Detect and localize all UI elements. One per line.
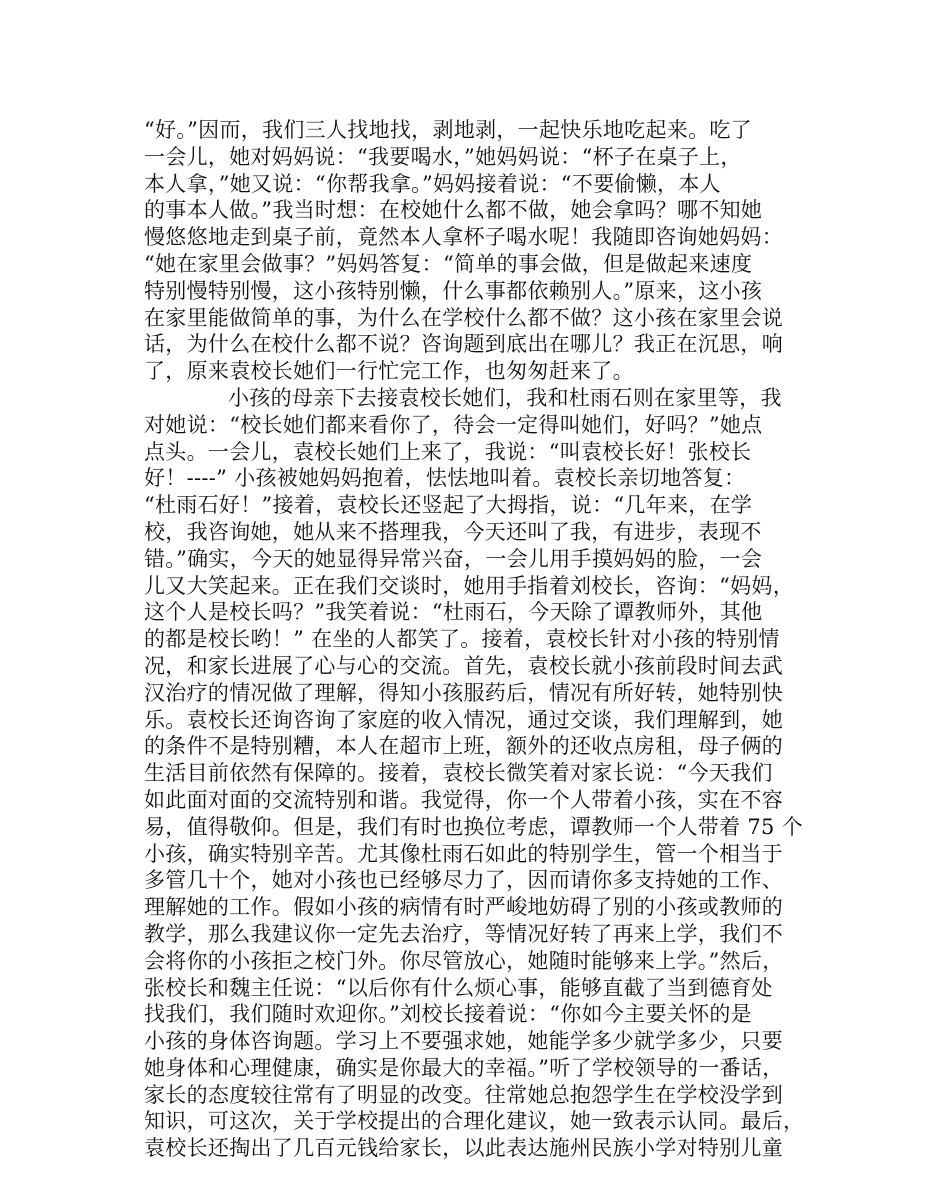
text-line: 校，我咨询她，她从来不搭理我，今天还叫了我，有进步，表现不 bbox=[144, 519, 762, 544]
text-line: 理解她的工作。假如小孩的病情有时严峻地妨碍了别的小孩或教师的 bbox=[144, 895, 783, 920]
text-line: 教学，那么我建议你一定先去治疗，等情况好转了再来上学，我们不 bbox=[144, 921, 783, 946]
text-line: 张校长和魏主任说：“以后你有什么烦心事，能够直截了当到德育处 bbox=[144, 975, 773, 1000]
text-line: 的条件不是特别糟，本人在超市上班，额外的还收点房租，母子俩的 bbox=[144, 734, 783, 759]
text-line: 特别慢特别慢，这小孩特别懒，什么事都依赖别人。”原来，这小孩 bbox=[144, 278, 763, 303]
text-line: “好。”因而，我们三人找地找，剥地剥，一起快乐地吃起来。吃了 bbox=[144, 118, 752, 142]
text-line: “杜雨石好！”接着，袁校长还竖起了大拇指，说：“几年来，在学 bbox=[144, 493, 753, 518]
text-line: 话，为什么在校什么都不说？咨询题到底出在哪儿？我正在沉思，响 bbox=[144, 332, 783, 357]
text-line: 知识，可这次，关于学校提出的合理化建议，她一致表示认同。最后， bbox=[144, 1109, 805, 1134]
text-line: “她在家里会做事？”妈妈答复：“简单的事会做，但是做起来速度 bbox=[144, 251, 753, 276]
text-line: 多管几十个，她对小孩也已经够尽力了，因而请你多支持她的工作、 bbox=[144, 868, 783, 893]
text-line: 小孩，确实特别辛苦。尤其像杜雨石如此的特别学生，管一个相当于 bbox=[144, 841, 783, 866]
text-line: 本人拿，”她又说：“你帮我拿。”妈妈接着说：“不要偷懒，本人 bbox=[144, 171, 721, 196]
text-line: 好！----” 小孩被她妈妈抱着，怯怯地叫着。袁校长亲切地答复： bbox=[144, 466, 746, 491]
text-line: 的事本人做。”我当时想：在校她什么都不做，她会拿吗？哪不知她 bbox=[144, 198, 763, 223]
text-line: 小孩的身体咨询题。学习上不要强求她，她能学多少就学多少，只要 bbox=[144, 1029, 783, 1054]
text-line: 生活目前依然有保障的。接着，袁校长微笑着对家长说：“今天我们 bbox=[144, 761, 773, 786]
text-line: 一会儿，她对妈妈说：“我要喝水，”她妈妈说：“杯子在桌子上， bbox=[144, 144, 742, 169]
text-line: 会将你的小孩拒之校门外。你尽管放心，她随时能够来上学。”然后， bbox=[144, 948, 784, 973]
text-line: 易，值得敬仰。但是，我们有时也换位考虑，谭教师一个人带着 75 个 bbox=[144, 814, 803, 839]
text-line: 儿又大笑起来。正在我们交谈时，她用手指着刘校长，咨询：“妈妈， bbox=[144, 573, 795, 598]
text-line: 点头。一会儿，袁校长她们上来了，我说：“叫袁校长好！张校长 bbox=[144, 439, 752, 464]
text-line: 对她说：“校长她们都来看你了，待会一定得叫她们，好吗？”她点 bbox=[144, 412, 763, 437]
text-line: 的都是校长哟！” 在坐的人都笑了。接着，袁校长针对小孩的特别情 bbox=[144, 627, 780, 652]
text-line: 家长的态度较往常有了明显的改变。往常她总抱怨学生在学校没学到 bbox=[144, 1082, 783, 1107]
text-line: 袁校长还掏出了几百元钱给家长，以此表达施州民族小学对特别儿童 bbox=[144, 1136, 783, 1161]
text-line: 慢悠悠地走到桌子前，竟然本人拿杯子喝水呢！我随即咨询她妈妈： bbox=[144, 225, 783, 250]
text-line: 乐。袁校长还询咨询了家庭的收入情况，通过交谈，我们理解到，她 bbox=[144, 707, 783, 732]
text-line: 汉治疗的情况做了理解，得知小孩服药后，情况有所好转，她特别快 bbox=[144, 680, 783, 705]
text-line: 如此面对面的交流特别和谐。我觉得，你一个人带着小孩，实在不容 bbox=[144, 787, 783, 812]
text-line: 她身体和心理健康，确实是你最大的幸福。”听了学校领导的一番话， bbox=[144, 1055, 784, 1080]
body-text bbox=[144, 117, 814, 1162]
text-line: 况，和家长进展了心与心的交流。首先，袁校长就小孩前段时间去武 bbox=[144, 653, 783, 678]
text-line: 在家里能做简单的事，为什么在学校什么都不做？这小孩在家里会说 bbox=[144, 305, 783, 330]
text-line: 这个人是校长吗？”我笑着说：“杜雨石，今天除了谭教师外，其他 bbox=[144, 600, 763, 625]
text-line: 错。”确实，今天的她显得异常兴奋，一会儿用手摸妈妈的脸，一会 bbox=[144, 546, 763, 571]
text-line: 找我们，我们随时欢迎你。”刘校长接着说：“你如今主要关怀的是 bbox=[144, 1002, 752, 1027]
text-line: 了，原来袁校长她们一行忙完工作，也匆匆赶来了。 bbox=[144, 359, 634, 384]
paragraph-start-line: 小孩的母亲下去接袁校长她们，我和杜雨石则在家里等，我 bbox=[228, 385, 782, 410]
